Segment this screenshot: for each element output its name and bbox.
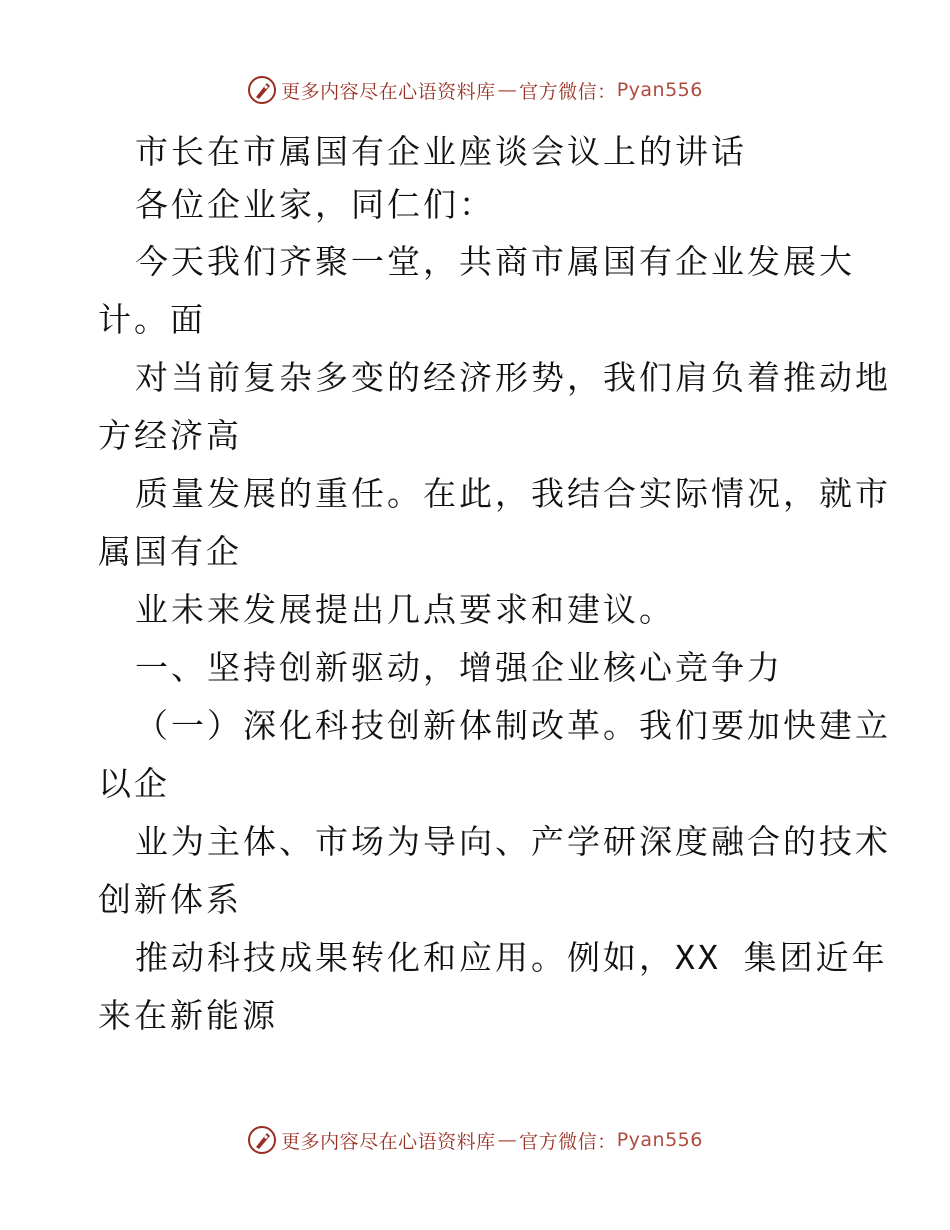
paragraph-line: 计。面	[98, 300, 206, 339]
watermark-header	[0, 70, 950, 110]
watermark-text: 更多内容尽在心语资料库	[281, 1130, 496, 1153]
paragraph-line: 业为主体、市场为导向、产学研深度融合的技术	[135, 822, 891, 861]
paragraph-line: 来在新能源	[98, 996, 278, 1035]
paragraph-line: 属国有企	[98, 532, 242, 571]
paragraph-line: 今天我们齐聚一堂，共商市属国有企业发展大	[135, 242, 855, 281]
watermark-label: 官方微信：	[519, 1130, 617, 1153]
document-title: 市长在市属国有企业座谈会议上的讲话	[135, 132, 747, 171]
salutation: 各位企业家，同仁们：	[135, 185, 495, 224]
paragraph-line: 推动科技成果转化和应用。例如，XX 集团近年	[135, 938, 888, 977]
paragraph-line: 质量发展的重任。在此，我结合实际情况，就市	[135, 474, 891, 513]
paragraph-line: 业未来发展提出几点要求和建议。	[135, 590, 675, 629]
paragraph-line: 对当前复杂多变的经济形势，我们肩负着推动地	[135, 358, 891, 397]
paragraph-line: 创新体系	[98, 880, 242, 919]
watermark-wechat-id: Pyan556	[616, 1129, 703, 1151]
watermark-label: 官方微信：	[519, 80, 617, 103]
watermark-text: 更多内容尽在心语资料库	[281, 80, 496, 103]
watermark-separator: —	[497, 1129, 518, 1151]
section-heading: 一、坚持创新驱动，增强企业核心竞争力	[135, 648, 783, 687]
subsection-heading: （一）深化科技创新体制改革。我们要加快建立	[135, 706, 891, 745]
watermark-separator: —	[497, 79, 518, 101]
watermark-wechat-id: Pyan556	[616, 79, 703, 101]
pen-nib-logo-icon	[247, 1125, 277, 1155]
pen-nib-logo-icon	[247, 75, 277, 105]
paragraph-line: 以企	[98, 764, 170, 803]
paragraph-line: 方经济高	[98, 416, 242, 455]
watermark-footer	[0, 1120, 950, 1160]
